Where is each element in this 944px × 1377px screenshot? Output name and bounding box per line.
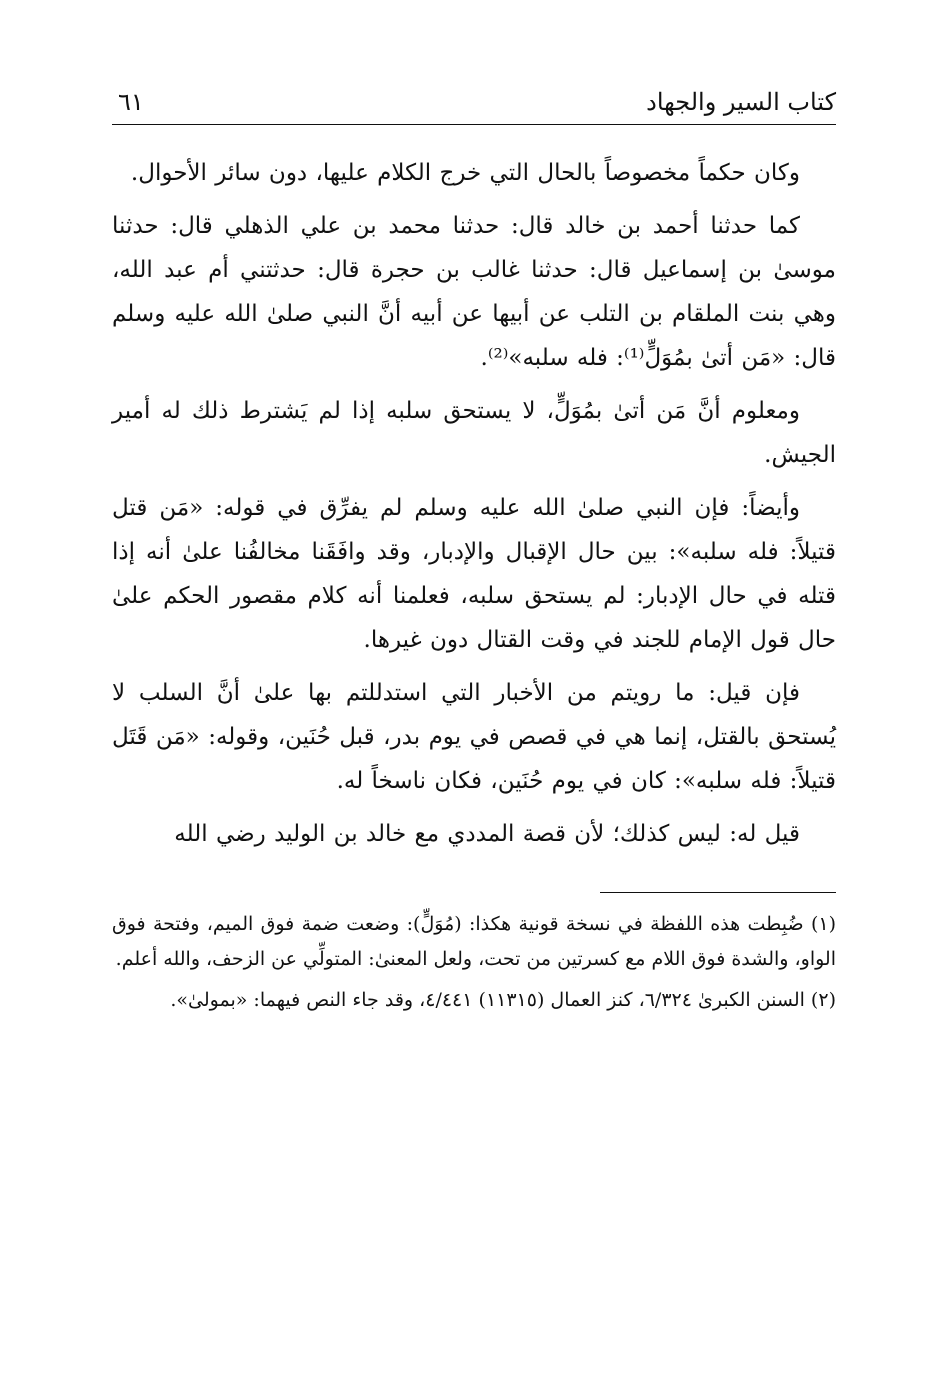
paragraph: كما حدثنا أحمد بن خالد قال: حدثنا محمد بن علي الذهلي قال: حدثنا موسىٰ بن إسماعيل قال: حدثنا غالب بن حجرة قال: حدثتني أم عبد الله، وهي بنت الملقام بن التلب عن أبيها عن أبيه أنَّ النبي صلىٰ الله عليه وسلم قال: «مَن أتىٰ بمُوَلٍّ⁽¹⁾: فله سلبه»⁽²⁾. bbox=[112, 213, 836, 371]
paragraph: وكان حكماً مخصوصاً بالحال التي خرج الكلام عليها، دون سائر الأحوال. bbox=[130, 160, 800, 186]
paragraph: وأيضاً: فإن النبي صلىٰ الله عليه وسلم لم يفرِّق في قوله: «مَن قتل قتيلاً: فله سلبه»: بين حال الإقبال والإدبار، وقد وافَقَنا مخالفُنا علىٰ أنه إذا قتله في حال الإدبار: لم يستحق سلبه، فعلمنا أنه كلام مقصور الحكم علىٰ حال قول الإمام للجند في وقت القتال دون غيرها. bbox=[112, 495, 836, 653]
book-page bbox=[112, 80, 836, 1320]
paragraph: فإن قيل: ما رويتم من الأخبار التي استدللتم بها علىٰ أنَّ السلب لا يُستحق بالقتل، إنما هي في قصص في يوم بدر، قبل حُنَين، وقوله: «مَن قَتَل قتيلاً: فله سلبه»: كان في يوم حُنَين، فكان ناسخاً له. bbox=[112, 680, 836, 794]
footnote-divider bbox=[600, 892, 836, 893]
footnotes bbox=[112, 907, 836, 1018]
footnote: (٢) السنن الكبرىٰ ٦/٣٢٤، كنز العمال (١١٣١٥) ٤/٤٤١، وقد جاء النص فيهما: «بمولىٰ». bbox=[170, 989, 836, 1011]
page-header bbox=[112, 80, 836, 125]
running-title: كتاب السير والجهاد bbox=[646, 88, 836, 116]
page-number: ٦١ bbox=[118, 88, 144, 116]
paragraph: قيل له: ليس كذلك؛ لأن قصة المددي مع خالد بن الوليد رضي الله bbox=[174, 821, 800, 847]
main-text bbox=[112, 151, 836, 856]
paragraph: ومعلوم أنَّ مَن أتىٰ بمُوَلٍّ، لا يستحق سلبه إذا لم يَشترط ذلك له أمير الجيش. bbox=[112, 398, 836, 468]
footnote: (١) ضُبِطت هذه اللفظة في نسخة قونية هكذا: (مُوَلٍّ): وضعت ضمة فوق الميم، وفتحة فوق الواو، والشدة فوق اللام مع كسرتين من تحت، ولعل المعنىٰ: المتولِّي عن الزحف، والله أعلم. bbox=[112, 913, 836, 970]
